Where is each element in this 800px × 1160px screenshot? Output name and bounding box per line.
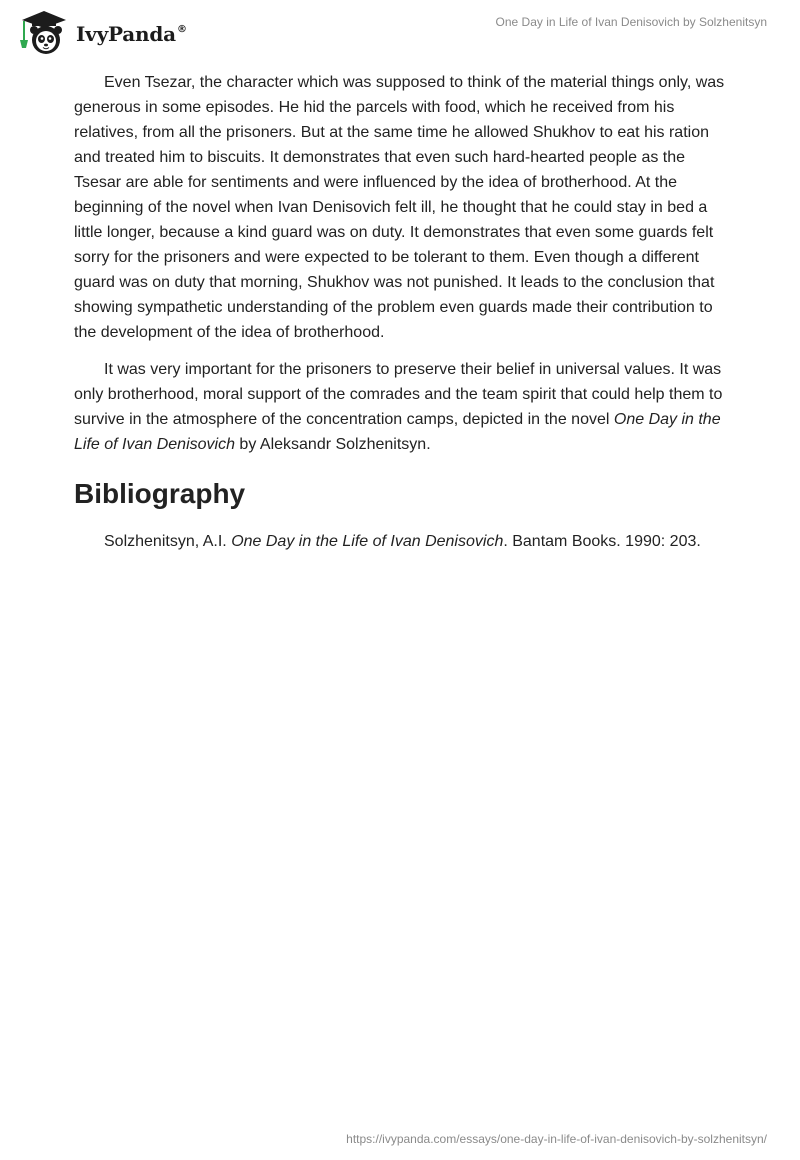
bibliography-entry [74, 529, 726, 554]
entry-title: One Day in the Life of Ivan Denisovich [231, 533, 504, 550]
bibliography-heading: Bibliography [74, 478, 246, 509]
essay-content [74, 70, 726, 554]
paragraph-2-end: by Aleksandr Solzhenitsyn. [234, 436, 431, 453]
entry-rest: . Bantam Books. 1990: 203. [503, 533, 701, 550]
panda-graduation-cap-logo-icon [14, 8, 70, 56]
entry-author: Solzhenitsyn, A.I. [104, 533, 232, 550]
brand-name: IvyPanda® [76, 22, 187, 46]
document-title: One Day in Life of Ivan Denisovich by Solzhenitsyn [495, 15, 767, 29]
ivypanda-logo[interactable] [14, 8, 187, 56]
body-paragraph-2 [74, 357, 726, 457]
novel-title: One Day in the Life of Ivan Denisovich [74, 411, 721, 453]
source-url-link[interactable]: https://ivypanda.com/essays/one-day-in-life-of-ivan-denisovich-by-solzhenitsyn/ [346, 1132, 767, 1146]
body-paragraph-1: Even Tsezar, the character which was supposed to think of the material things only, was generous in some episodes. He hid the parcels with food, which he received from his relatives, from all the prisoners. But at the same time he allowed Shukhov to eat his ration and treated him to biscuits. It demonstrates that even such hard-hearted people as the Tsesar are able for sentiments and were influenced by the idea of brotherhood. At the beginning of the novel when Ivan Denisovich felt ill, he thought that he could stay in bed a little longer, because a kind guard was on duty. It demonstrates that even some guards felt sorry for the prisoners and were expected to be tolerant to them. Even though a different guard was on duty that morning, Shukhov was not punished. It leads to the conclusion that showing sympathetic understanding of the problem even guards made their contribution to the development of the idea of brotherhood. [74, 74, 725, 341]
paragraph-2-text: It was very important for the prisoners to preserve their belief in universal values. It was only brotherhood, moral support of the comrades and the team spirit that could help them to survive in the atmosphere of the concentration camps, depicted in the novel [74, 361, 723, 428]
registered-mark: ® [176, 24, 187, 35]
page-header [0, 0, 800, 64]
